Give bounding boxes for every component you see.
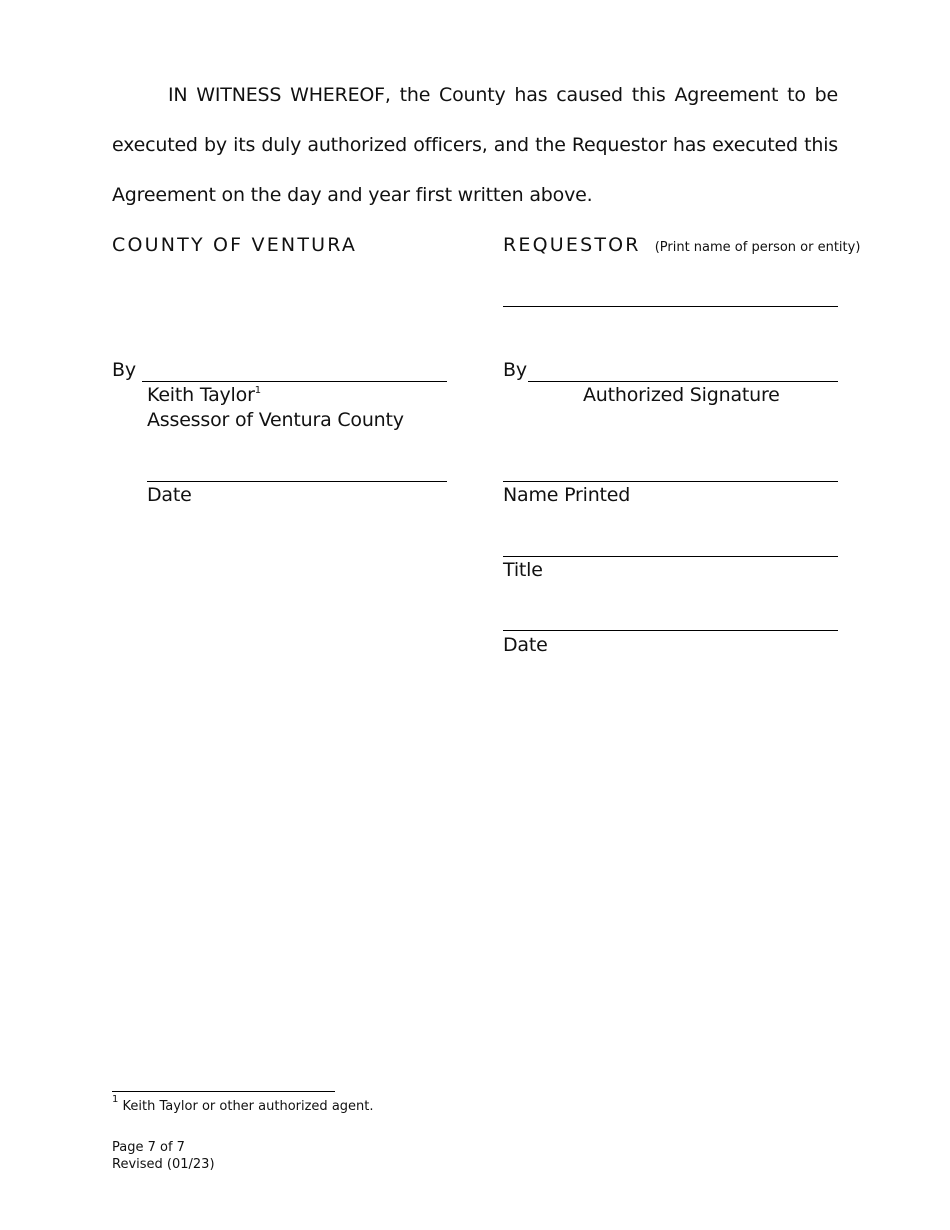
witness-paragraph-line-1: IN WITNESS WHEREOF, the County has caused this Agreement to be [168,84,838,106]
footnote-text: Keith Taylor or other authorized agent. [122,1099,374,1114]
county-heading: COUNTY OF VENTURA [112,234,358,256]
footnote [112,1094,374,1114]
county-by-label: By [112,359,136,381]
county-signer-name: Keith Taylor [147,384,255,406]
requestor-date-line[interactable] [503,630,838,631]
county-signer-name-block [147,384,261,406]
footnote-separator [112,1091,335,1092]
county-signature-line[interactable] [142,381,447,382]
requestor-hint: (Print name of person or entity) [654,240,861,255]
witness-paragraph-line-3: Agreement on the day and year first written above. [112,184,593,206]
requestor-by-label: By [503,359,527,381]
footnote-reference[interactable]: 1 [254,385,261,396]
requestor-heading-block [503,234,860,256]
requestor-title-label: Title [503,559,543,581]
requestor-entity-name-line[interactable] [503,306,838,307]
revision-date: Revised (01/23) [112,1157,215,1172]
county-date-label: Date [147,484,192,506]
footnote-number: 1 [112,1094,119,1105]
requestor-signature-label: Authorized Signature [583,384,780,406]
requestor-name-line[interactable] [503,481,838,482]
requestor-name-label: Name Printed [503,484,631,506]
requestor-signature-line[interactable] [528,381,838,382]
county-date-line[interactable] [147,481,447,482]
witness-paragraph-line-2: executed by its duly authorized officers, and the Requestor has executed this [112,134,838,156]
requestor-heading: REQUESTOR [503,234,641,256]
county-signer-title: Assessor of Ventura County [147,409,404,431]
page-number: Page 7 of 7 [112,1140,185,1155]
requestor-title-line[interactable] [503,556,838,557]
requestor-date-label: Date [503,634,548,656]
